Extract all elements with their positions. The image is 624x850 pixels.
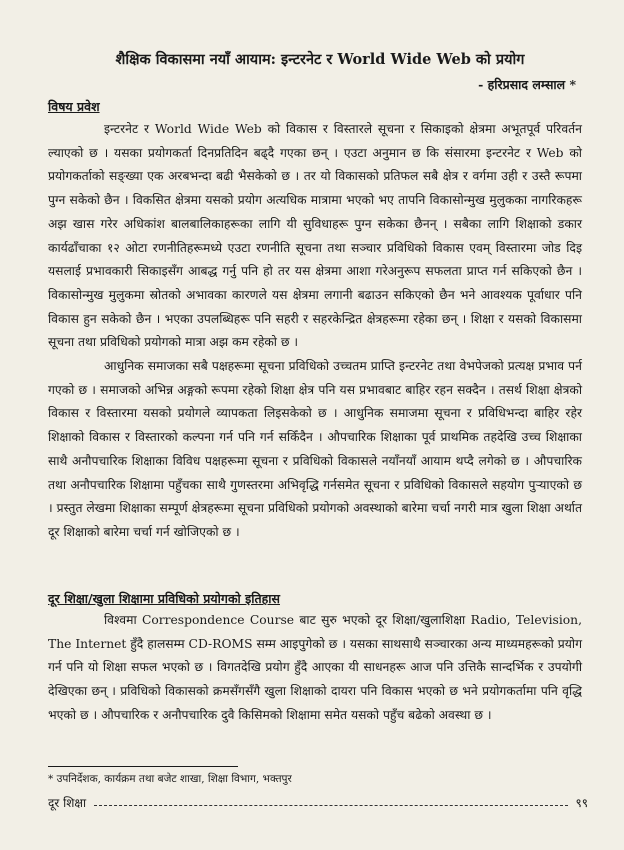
article-title: शैक्षिक विकासमा नयाँ आयाम: इन्टरनेट र World Wide Web को प्रयोग xyxy=(115,51,525,68)
section-heading-intro: विषय प्रवेश xyxy=(48,99,100,114)
author-line: - हरिप्रसाद लम्साल * xyxy=(478,77,576,92)
paragraph-history-1: विश्वमा Correspondence Course बाट सुरु भएको दूर शिक्षा/खुलाशिक्षा Radio, Television, The Internet हुँदै हालसम्म CD-ROMS सम्म आइपुगेको छ । यसका साथसाथै सञ्चारका अन्य माध्यमहरूको प्रयोग गर्न पनि यो शिक्षा सफल भएको छ । विगतदेखि प्रयोग हुँदै आएका यी साधनहरू आज पनि उत्तिकै सान्दर्भिक र उपयोगी देखिएका छन् । प्रविधिको विकासको क्रमसँगसँगै खुला शिक्षाको दायरा पनि विकास भएको छ भने प्रयोगकर्तामा पनि वृद्धि भएको छ । औपचारिक र अनौपचारिक दुवै किसिमको शिक्षामा समेत यसको पहुँच बढेको अवस्था छ । xyxy=(48,613,582,722)
footnote-divider xyxy=(48,766,238,767)
page-footer xyxy=(48,794,588,812)
paragraph-intro-1: इन्टरनेट र World Wide Web को विकास र विस्तारले सूचना र सिकाइको क्षेत्रमा अभूतपूर्व परिवर्तन ल्याएको छ । यसका प्रयोगकर्ता दिनप्रतिदिन बढ्दै गएका छन् । एउटा अनुमान छ कि संसारमा इन्टरनेट र Web को प्रयोगकर्ताको सङ्ख्या एक अरबभन्दा बढी भैसकेको छ । तर यो विकासको प्रतिफल सबै क्षेत्र र वर्गमा उही र उस्तै रूपमा पुग्न सकेको छैन । विकसित क्षेत्रमा यसको प्रयोग अत्यधिक मात्रामा भएको भए तापनि विकासोन्मुख मुलुकका नागरिकहरू अझ खास गरेर अधिकांश बालबालिकाहरूका लागि यी सुविधाहरू पुग्न सकेका छैनन् । सबैका लागि शिक्षाको डकार कार्यढाँचाका १२ ओटा रणनीतिहरूमध्ये एउटा रणनीति सूचना तथा सञ्चार प्रविधिको विकास एवम् विस्तारमा जोड दिइ यसलाई प्रभावकारी सिकाइसँग आबद्ध गर्नु पनि हो तर यस क्षेत्रमा आशा गरेअनुरूप सफलता प्राप्त गर्न सकिएको छैन । विकासोन्मुख मुलुकमा स्रोतको अभावका कारणले यस क्षेत्रमा लगानी बढाउन सकिएको छैन भने आवश्यक पूर्वाधार पनि विकास हुन सकेको छैन । भएका उपलब्धिहरू पनि सहरी र सहरकेन्द्रित क्षेत्रहरूमा रहेका छन् । शिक्षा र यसको विकासमा सूचना तथा प्रविधिको प्रयोगको मात्रा अझ कम रहेको छ । xyxy=(48,122,582,350)
journal-name: दूर शिक्षा xyxy=(48,796,87,810)
paragraph-intro-2: आधुनिक समाजका सबै पक्षहरूमा सूचना प्रविधिको उच्चतम प्राप्ति इन्टरनेट तथा वेभपेजको प्रत्यक्ष प्रभाव पर्न गएको छ । समाजको अभिन्न अङ्गको रूपमा रहेको शिक्षा क्षेत्र पनि यस प्रभावबाट बाहिर रहन सक्दैन । तसर्थ शिक्षा क्षेत्रको विकास र विस्तारमा यसको प्रयोगले व्यापकता लिइसकेको छ । आधुनिक समाजमा सूचना र प्रविधिभन्दा बाहिर रहेर शिक्षाको विकास र विस्तारको कल्पना गर्न पनि गर्न सकिँदैन । औपचारिक शिक्षाका पूर्व प्राथमिक तहदेखि उच्च शिक्षाका साथै अनौपचारिक शिक्षाका विविध पक्षहरूमा सूचना र प्रविधिको विकासले नयाँनयाँ आयाम थप्दै लगेको छ । औपचारिक तथा अनौपचारिक शिक्षामा पहुँचका साथै गुणस्तरमा अभिवृद्धि गर्नसमेत सूचना र प्रविधिको विकासले सहयोग पुऱ्याएको छ । प्रस्तुत लेखमा शिक्षाका सम्पूर्ण क्षेत्रहरूमा सूचना प्रविधिको प्रयोगको अवस्थाको बारेमा चर्चा नगरी मात्र खुला शिक्षा अर्थात दूर शिक्षाको बारेमा चर्चा गर्न खोजिएको छ । xyxy=(48,359,582,539)
footnote: * उपनिर्देशक, कार्यक्रम तथा बजेट शाखा, शिक्षा विभाग, भक्तपुर xyxy=(48,773,292,785)
section-heading-history: दूर शिक्षा/खुला शिक्षामा प्रविधिको प्रयोगको इतिहास xyxy=(48,591,280,606)
footer-dash-rule xyxy=(94,805,567,806)
page-number: ९९ xyxy=(575,796,588,810)
